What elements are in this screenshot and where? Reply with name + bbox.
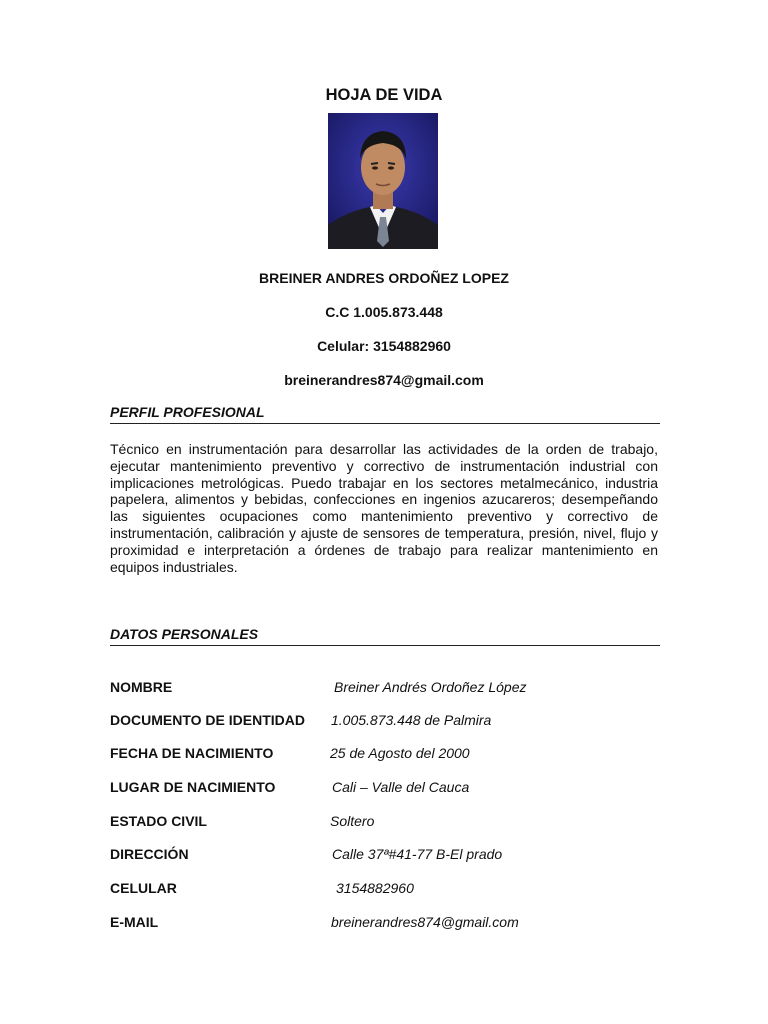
id-number: C.C 1.005.873.448 (325, 304, 443, 320)
row-label: DOCUMENTO DE IDENTIDAD (110, 712, 305, 728)
row-value: 1.005.873.448 de Palmira (331, 712, 492, 728)
row-label: DIRECCIÓN (110, 846, 189, 862)
row-label: NOMBRE (110, 679, 173, 695)
data-row-direccion (110, 846, 670, 866)
row-label: LUGAR DE NACIMIENTO (110, 779, 276, 795)
data-row-email (110, 914, 670, 934)
section-heading-perfil: PERFIL PROFESIONAL (110, 404, 660, 424)
data-row-nombre (110, 679, 670, 699)
row-label: E-MAIL (110, 914, 159, 930)
row-value: Cali – Valle del Cauca (332, 779, 470, 795)
row-value: 3154882960 (336, 880, 414, 896)
row-label: CELULAR (110, 880, 177, 896)
data-row-documento (110, 712, 670, 732)
data-row-lugar (110, 779, 670, 799)
profile-paragraph: Técnico en instrumentación para desarrollar las actividades de la orden de trabajo, ejecutar mantenimiento preventivo y correctivo de instrumentación industrial con implicaciones metrológicas. Puedo trabajar en los sectores metalmecánico, industria papelera, alimentos y bebidas, confecciones en ingenios azucareros; desempeñando las siguientes ocupaciones como mantenimiento preventivo y correctivo de instrumentación, calibración y ajuste de sensores de temperatura, presión, nivel, flujo y proximidad e interpretación a órdenes de trabajo para realizar mantenimiento en equipos industriales. (110, 441, 658, 575)
row-label: ESTADO CIVIL (110, 813, 207, 829)
phone: Celular: 3154882960 (317, 338, 451, 354)
page-title: HOJA DE VIDA (325, 86, 443, 104)
data-row-fecha (110, 745, 670, 765)
full-name: BREINER ANDRES ORDOÑEZ LOPEZ (259, 270, 509, 286)
section-heading-datos: DATOS PERSONALES (110, 626, 660, 646)
profile-photo (328, 113, 438, 249)
data-row-estado-civil (110, 813, 670, 833)
row-label: FECHA DE NACIMIENTO (110, 745, 274, 761)
row-value: Soltero (330, 813, 375, 829)
email: breinerandres874@gmail.com (284, 372, 484, 388)
data-row-celular (110, 880, 670, 900)
row-value: Calle 37ª#41-77 B-El prado (332, 846, 503, 862)
row-value: Breiner Andrés Ordoñez López (334, 679, 527, 695)
row-value: 25 de Agosto del 2000 (330, 745, 470, 761)
row-value: breinerandres874@gmail.com (331, 914, 519, 930)
